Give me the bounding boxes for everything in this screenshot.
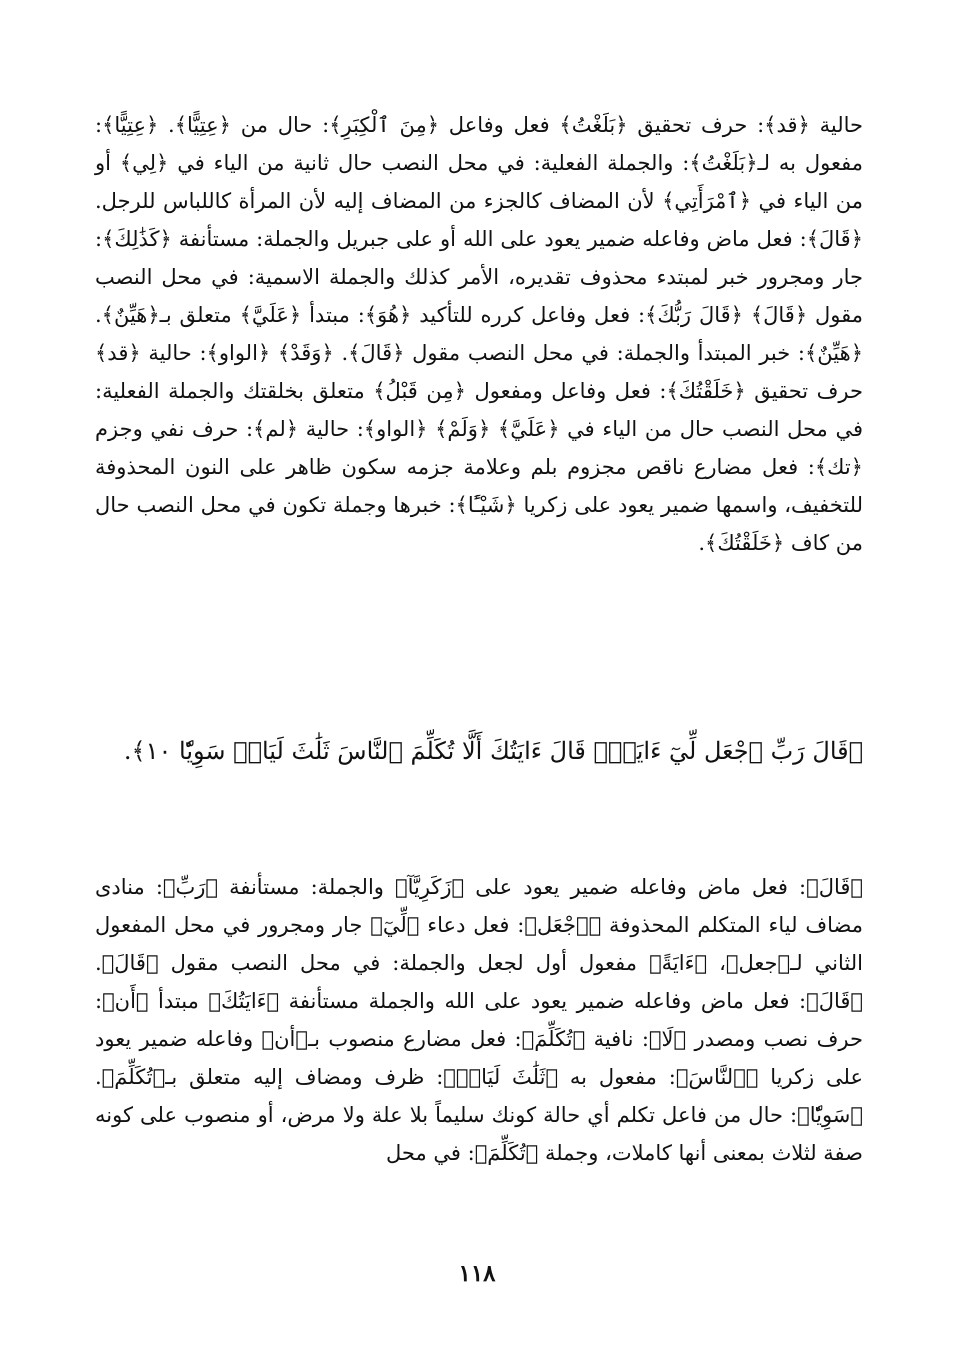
commentary-paragraph-1: حالية ﴿قد﴾: حرف تحقيق ﴿بَلَغْتُ﴾ فعل وفاعل ﴿مِنَ ٱلْكِبَرِ﴾: حال من ﴿عِتِيًّا﴾. ﴿عِتِيًّا﴾: مفعول به لـ﴿بَلَغْتُ﴾: والجملة الفعلية: في محل النصب حال ثانية من الياء في ﴿لِي﴾ أو من الياء في ﴿ٱمْرَأَتِي﴾ لأن المضاف كالجزء من المضاف إليه لأن المرأة كاللباس للرجل. ﴿قَالَ﴾: فعل ماض وفاعله ضمير يعود على الله أو على جبريل والجملة: مستأنفة ﴿كَذَٰلِكَ﴾: جار ومجرور خبر لمبتدء محذوف تقديره، الأمر كذلك والجملة الاسمية: في محل النصب مقول ﴿قَالَ﴾ ﴿قَالَ رَبُّكَ﴾: فعل وفاعل كرره للتأكيد ﴿هُوَ﴾: مبتدأ ﴿عَلَيَّ﴾ متعلق بـ﴿هَيِّنٌ﴾. ﴿هَيِّنٌ﴾: خبر المبتدأ والجملة: في محل النصب مقول ﴿قَالَ﴾. ﴿وَقَدْ﴾ ﴿الواو﴾: حالية ﴿قد﴾ حرف تحقيق ﴿خَلَقْتُكَ﴾: فعل وفاعل ومفعول ﴿مِن قَبْلُ﴾ متعلق بخلقتك والجملة الفعلية: في محل النصب حال من الياء في ﴿عَلَيَّ﴾ ﴿وَلَمْ﴾ ﴿الواو﴾: حالية ﴿لم﴾: حرف نفي وجزم ﴿تك﴾: فعل مضارع ناقص مجزوم بلم وعلامة جزمه سكون ظاهر على النون المحذوفة للتخفيف، واسمها ضمير يعود على زكريا ﴿شَيْـًٔا﴾: خبرها وجملة تكون في محل النصب حال من كاف ﴿خَلَقْتُكَ﴾. xyxy=(95,113,863,555)
quran-verse: ﴿قَالَ رَبِّ ٱجْعَل لِّيٓ ءَايَةًۚ قَالَ ءَايَتُكَ أَلَّا تُكَلِّمَ ٱلنَّاسَ ثَلَٰثَ لَيَالٖ سَوِيّٗا ١٠﴾. xyxy=(123,737,863,765)
commentary-paragraph-2: ﴿قَالَ﴾: فعل ماض وفاعله ضمير يعود على ﴿زَكَرِيَّآ﴾ والجملة: مستأنفة ﴿رَبِّ﴾: منادى مضاف لياء المتكلم المحذوفة ﴿ٱجْعَل﴾: فعل دعاء ﴿لِّيٓ﴾ جار ومجرور في محل المفعول الثاني لـ﴿جعل﴾، ﴿ءَايَةً﴾ مفعول أول لجعل والجملة: في محل النصب مقول ﴿قَالَ﴾. ﴿قَالَ﴾: فعل ماض وفاعله ضمير يعود على الله والجملة مستأنفة ﴿ءَايَتُكَ﴾ مبتدأ ﴿أَن﴾: حرف نصب ومصدر ﴿لَا﴾: نافية ﴿تُكَلِّمَ﴾: فعل مضارع منصوب بـ﴿أن﴾ وفاعله ضمير يعود على زكريا ﴿ٱلنَّاسَ﴾: مفعول به ﴿ثَلَٰثَ لَيَالٖ﴾: ظرف ومضاف إليه متعلق بـ﴿تُكَلِّمَ﴾. ﴿سَوِيّٗا﴾: حال من فاعل تكلم أي حالة كونك سليماً بلا علة ولا مرض، أو منصوب على كونه صفة لثلاث بمعنى أنها كاملات، وجملة ﴿تُكَلِّمَ﴾: في محل xyxy=(95,875,863,1165)
page-number: ١١٨ xyxy=(458,1260,496,1287)
